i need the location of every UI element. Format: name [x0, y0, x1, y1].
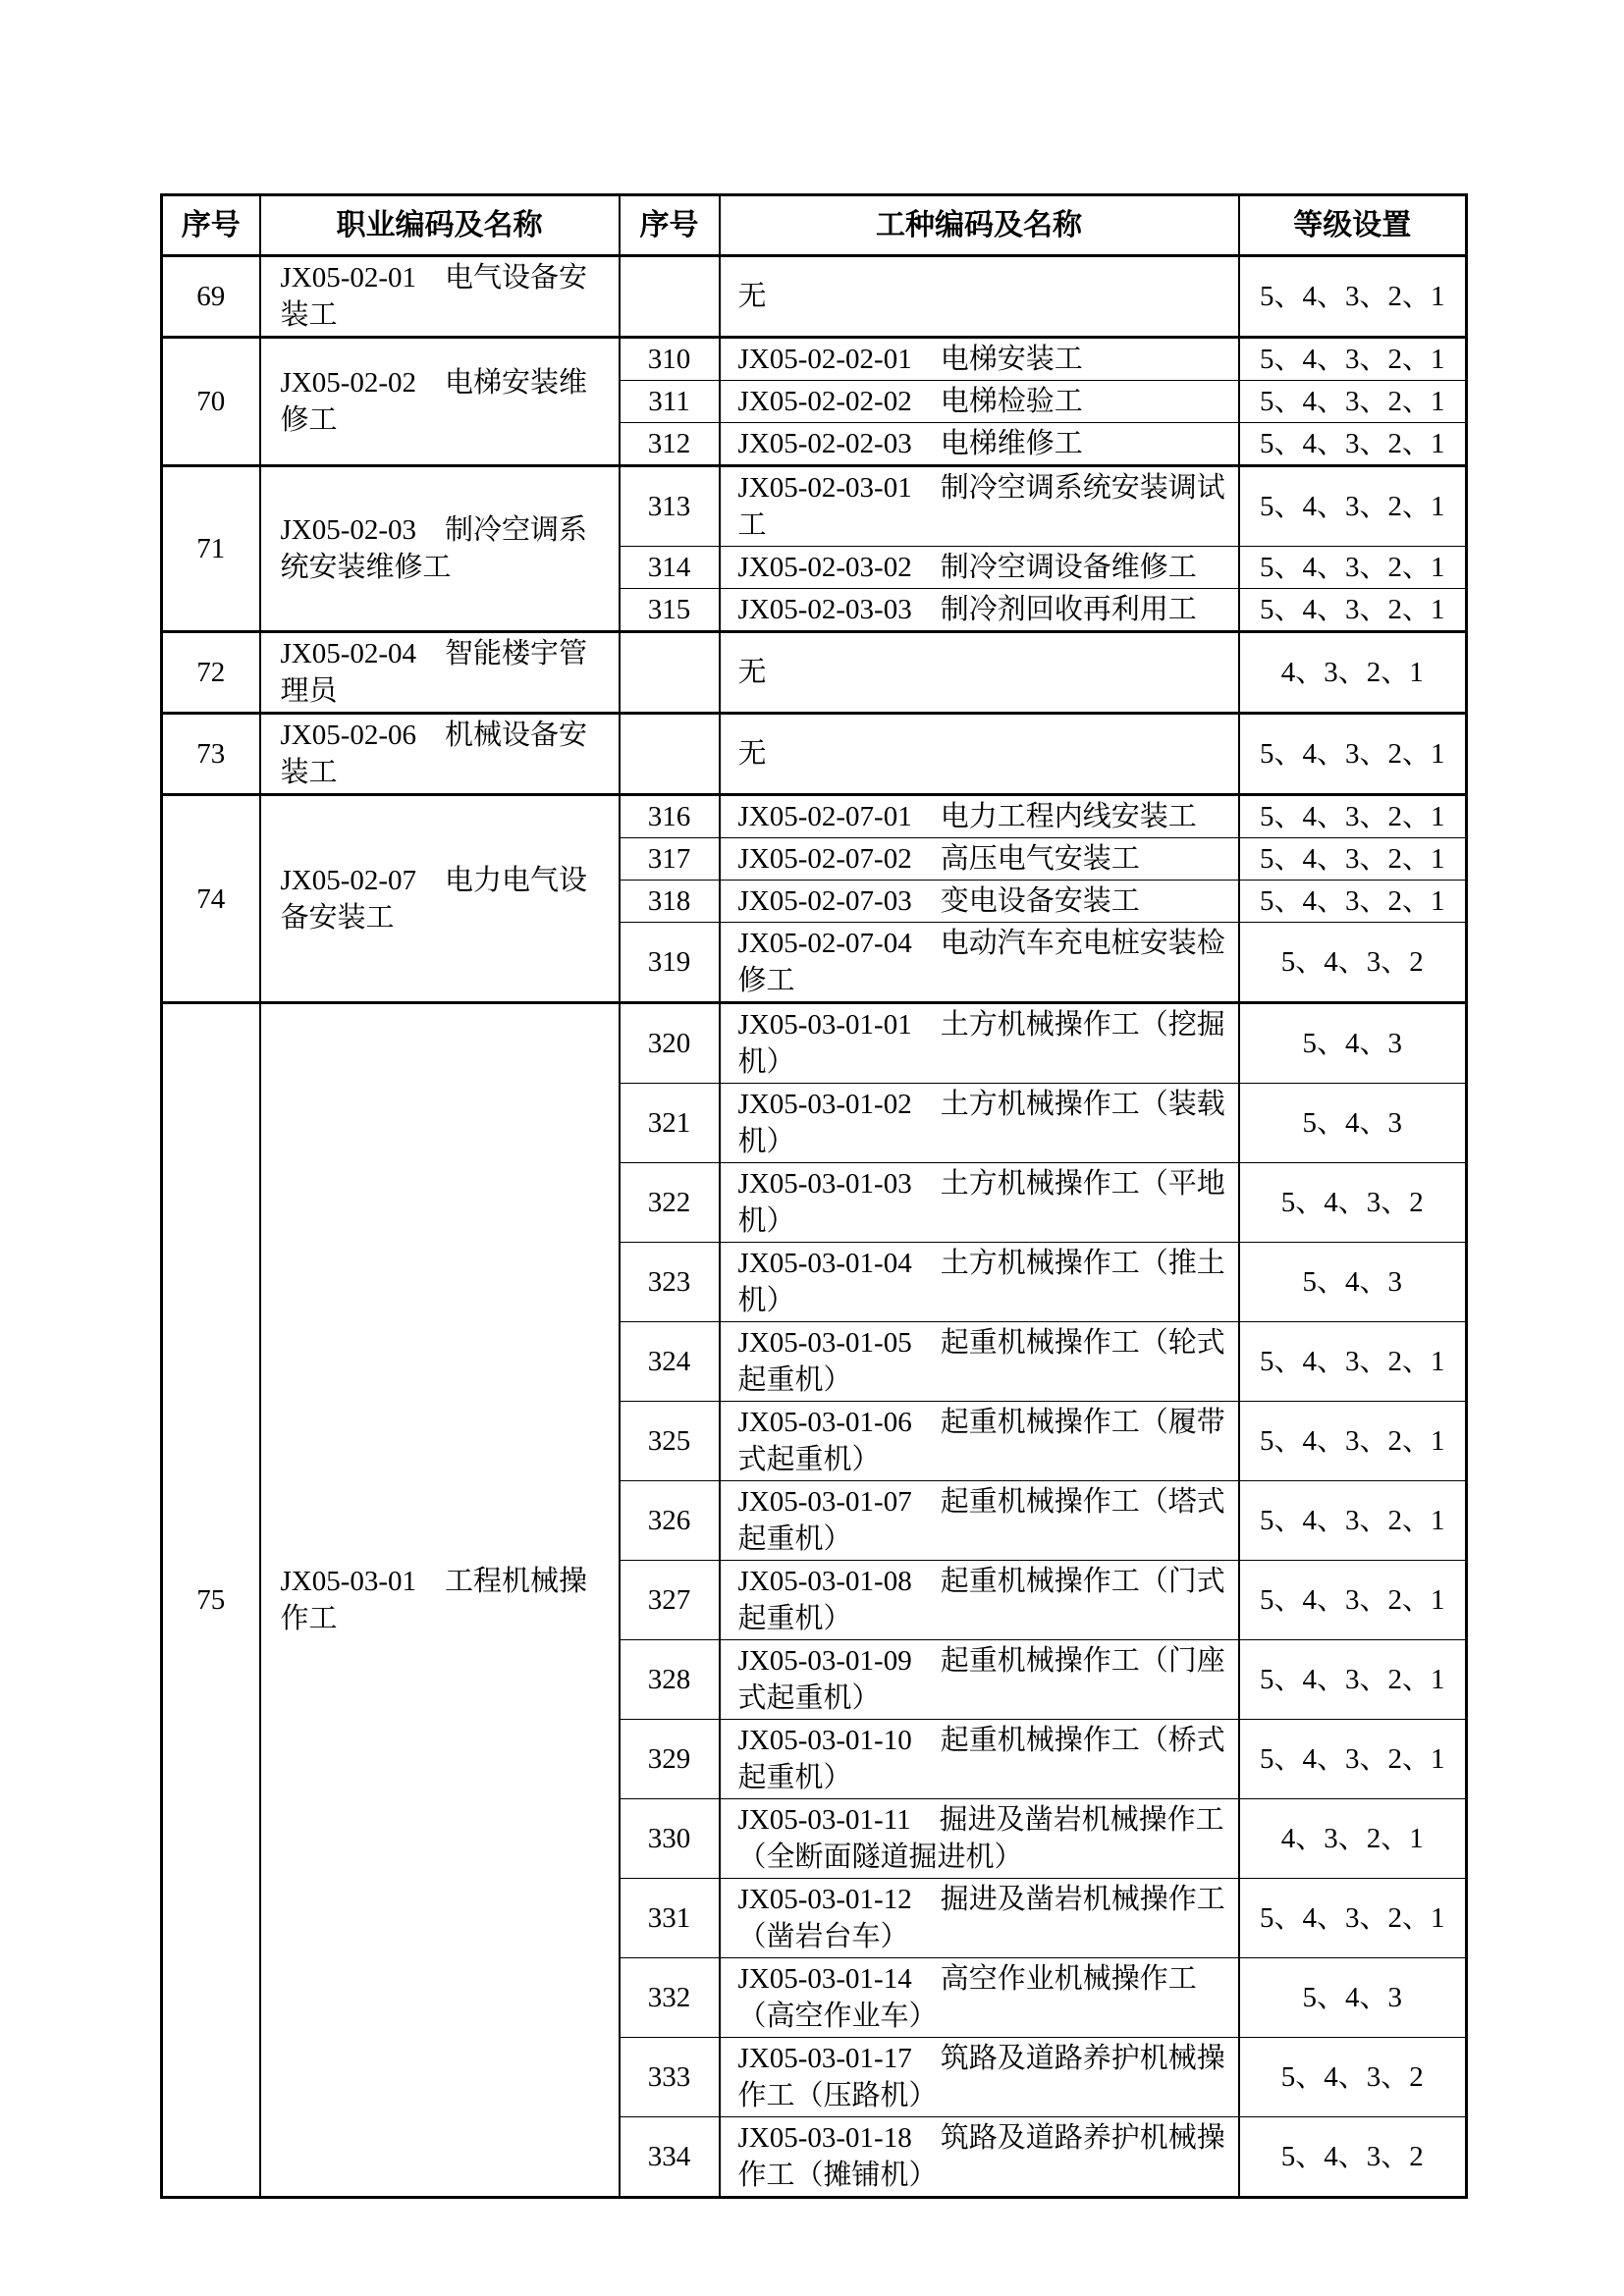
sub-serial-cell: 333 [620, 2038, 720, 2117]
sub-serial-cell: 310 [620, 338, 720, 381]
trade-name-cell: JX05-02-07-04 电动汽车充电桩安装检修工 [720, 923, 1239, 1003]
sub-serial-cell: 328 [620, 1640, 720, 1720]
levels-cell: 5、4、3 [1239, 1003, 1467, 1084]
column-header-level-setting: 等级设置 [1239, 195, 1467, 256]
levels-cell: 5、4、3、2、1 [1239, 838, 1467, 881]
trade-name-cell: JX05-03-01-10 起重机械操作工（桥式起重机） [720, 1720, 1239, 1799]
levels-cell: 5、4、3、2、1 [1239, 1402, 1467, 1481]
trade-name-cell: JX05-03-01-02 土方机械操作工（装载机） [720, 1084, 1239, 1163]
levels-cell: 5、4、3、2、1 [1239, 795, 1467, 838]
table-header-row [162, 195, 1467, 256]
trade-name-cell: JX05-02-03-03 制冷剂回收再利用工 [720, 589, 1239, 632]
levels-cell: 5、4、3、2 [1239, 2038, 1467, 2117]
trade-name-cell: 无 [720, 714, 1239, 795]
sub-serial-cell: 311 [620, 381, 720, 423]
sub-serial-cell: 327 [620, 1561, 720, 1640]
table-row [162, 466, 1467, 547]
occupation-cell: JX05-02-06 机械设备安装工 [260, 714, 620, 795]
column-header-sub-serial: 序号 [620, 195, 720, 256]
serial-cell: 74 [162, 795, 260, 1003]
column-header-trade-code-name: 工种编码及名称 [720, 195, 1239, 256]
levels-cell: 5、4、3、2、1 [1239, 881, 1467, 923]
levels-cell: 5、4、3、2、1 [1239, 466, 1467, 547]
sub-serial-cell: 314 [620, 547, 720, 589]
occupation-cell: JX05-02-04 智能楼宇管理员 [260, 632, 620, 714]
levels-cell: 5、4、3 [1239, 1243, 1467, 1322]
table-row [162, 795, 1467, 838]
trade-name-cell: JX05-03-01-07 起重机械操作工（塔式起重机） [720, 1481, 1239, 1561]
sub-serial-cell: 317 [620, 838, 720, 881]
occupation-cell: JX05-02-07 电力电气设备安装工 [260, 795, 620, 1003]
levels-cell: 5、4、3、2、1 [1239, 1879, 1467, 1958]
levels-cell: 5、4、3、2、1 [1239, 338, 1467, 381]
trade-name-cell: JX05-02-03-02 制冷空调设备维修工 [720, 547, 1239, 589]
table-row [162, 632, 1467, 714]
table-row [162, 338, 1467, 381]
trade-name-cell: 无 [720, 632, 1239, 714]
levels-cell: 5、4、3、2 [1239, 923, 1467, 1003]
table-row [162, 1003, 1467, 1084]
levels-cell: 5、4、3、2 [1239, 2117, 1467, 2198]
sub-serial-cell: 313 [620, 466, 720, 547]
trade-name-cell: JX05-02-07-02 高压电气安装工 [720, 838, 1239, 881]
sub-serial-cell: 322 [620, 1163, 720, 1243]
levels-cell: 5、4、3、2、1 [1239, 256, 1467, 338]
occupation-cell: JX05-02-01 电气设备安装工 [260, 256, 620, 338]
sub-serial-cell: 319 [620, 923, 720, 1003]
trade-name-cell: JX05-03-01-17 筑路及道路养护机械操作工（压路机） [720, 2038, 1239, 2117]
levels-cell: 5、4、3、2、1 [1239, 714, 1467, 795]
sub-serial-cell: 334 [620, 2117, 720, 2198]
trade-name-cell: JX05-03-01-14 高空作业机械操作工（高空作业车） [720, 1958, 1239, 2038]
sub-serial-cell: 318 [620, 881, 720, 923]
levels-cell: 5、4、3、2、1 [1239, 423, 1467, 466]
sub-serial-cell: 329 [620, 1720, 720, 1799]
sub-serial-cell: 320 [620, 1003, 720, 1084]
levels-cell: 5、4、3 [1239, 1958, 1467, 2038]
sub-serial-cell [620, 632, 720, 714]
sub-serial-cell [620, 714, 720, 795]
sub-serial-cell: 325 [620, 1402, 720, 1481]
trade-name-cell: JX05-03-01-01 土方机械操作工（挖掘机） [720, 1003, 1239, 1084]
column-header-serial: 序号 [162, 195, 260, 256]
trade-name-cell: JX05-03-01-09 起重机械操作工（门座式起重机） [720, 1640, 1239, 1720]
serial-cell: 71 [162, 466, 260, 632]
trade-name-cell: JX05-03-01-18 筑路及道路养护机械操作工（摊铺机） [720, 2117, 1239, 2198]
serial-cell: 72 [162, 632, 260, 714]
sub-serial-cell: 312 [620, 423, 720, 466]
table-row [162, 256, 1467, 338]
sub-serial-cell: 332 [620, 1958, 720, 2038]
sub-serial-cell: 324 [620, 1322, 720, 1402]
levels-cell: 5、4、3、2、1 [1239, 1481, 1467, 1561]
occupation-cell: JX05-03-01 工程机械操作工 [260, 1003, 620, 2198]
levels-cell: 4、3、2、1 [1239, 1799, 1467, 1879]
levels-cell: 5、4、3、2、1 [1239, 547, 1467, 589]
serial-cell: 70 [162, 338, 260, 466]
sub-serial-cell: 321 [620, 1084, 720, 1163]
trade-name-cell: JX05-03-01-03 土方机械操作工（平地机） [720, 1163, 1239, 1243]
trade-name-cell: JX05-02-07-03 变电设备安装工 [720, 881, 1239, 923]
levels-cell: 5、4、3、2、1 [1239, 589, 1467, 632]
trade-name-cell: JX05-02-07-01 电力工程内线安装工 [720, 795, 1239, 838]
trade-name-cell: JX05-03-01-06 起重机械操作工（履带式起重机） [720, 1402, 1239, 1481]
trade-name-cell: JX05-03-01-12 掘进及凿岩机械操作工（凿岩台车） [720, 1879, 1239, 1958]
levels-cell: 5、4、3、2、1 [1239, 381, 1467, 423]
levels-cell: 5、4、3、2、1 [1239, 1720, 1467, 1799]
serial-cell: 73 [162, 714, 260, 795]
column-header-occupation-code-name: 职业编码及名称 [260, 195, 620, 256]
table-row [162, 714, 1467, 795]
levels-cell: 5、4、3、2、1 [1239, 1640, 1467, 1720]
trade-name-cell: JX05-02-02-01 电梯安装工 [720, 338, 1239, 381]
trade-name-cell: JX05-02-02-03 电梯维修工 [720, 423, 1239, 466]
trade-name-cell: JX05-02-03-01 制冷空调系统安装调试工 [720, 466, 1239, 547]
serial-cell: 75 [162, 1003, 260, 2198]
levels-cell: 4、3、2、1 [1239, 632, 1467, 714]
trade-name-cell: 无 [720, 256, 1239, 338]
trade-name-cell: JX05-02-02-02 电梯检验工 [720, 381, 1239, 423]
sub-serial-cell: 330 [620, 1799, 720, 1879]
levels-cell: 5、4、3、2 [1239, 1163, 1467, 1243]
levels-cell: 5、4、3、2、1 [1239, 1561, 1467, 1640]
table-body [162, 256, 1467, 2198]
sub-serial-cell: 316 [620, 795, 720, 838]
levels-cell: 5、4、3 [1239, 1084, 1467, 1163]
serial-cell: 69 [162, 256, 260, 338]
sub-serial-cell [620, 256, 720, 338]
sub-serial-cell: 315 [620, 589, 720, 632]
trade-name-cell: JX05-03-01-04 土方机械操作工（推土机） [720, 1243, 1239, 1322]
occupation-cell: JX05-02-02 电梯安装维修工 [260, 338, 620, 466]
trade-name-cell: JX05-03-01-11 掘进及凿岩机械操作工（全断面隧道掘进机） [720, 1799, 1239, 1879]
sub-serial-cell: 326 [620, 1481, 720, 1561]
trade-name-cell: JX05-03-01-08 起重机械操作工（门式起重机） [720, 1561, 1239, 1640]
trade-name-cell: JX05-03-01-05 起重机械操作工（轮式起重机） [720, 1322, 1239, 1402]
levels-cell: 5、4、3、2、1 [1239, 1322, 1467, 1402]
sub-serial-cell: 323 [620, 1243, 720, 1322]
sub-serial-cell: 331 [620, 1879, 720, 1958]
occupation-cell: JX05-02-03 制冷空调系统安装维修工 [260, 466, 620, 632]
occupation-table [160, 193, 1468, 2199]
